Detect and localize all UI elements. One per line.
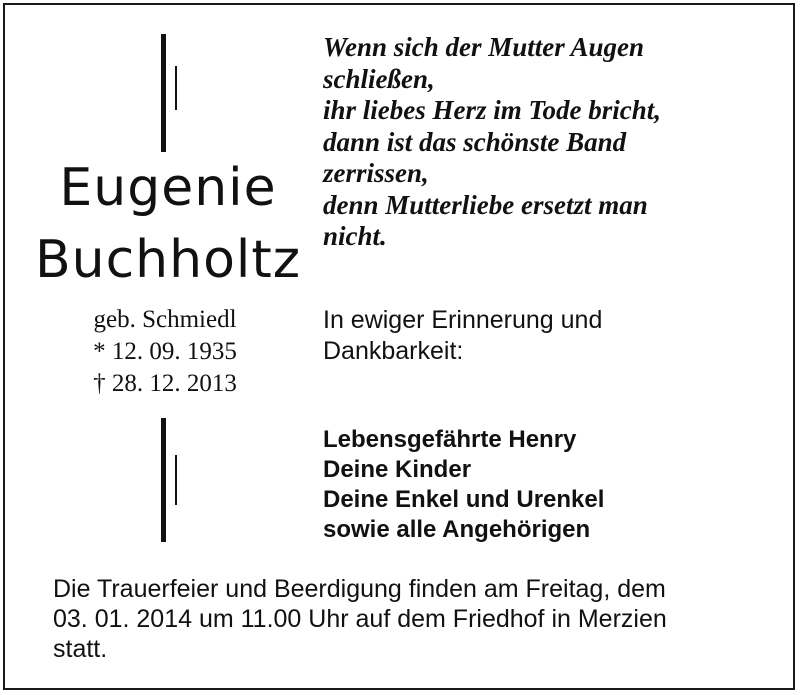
birth-date: * 12. 09. 1935 (93, 338, 237, 365)
decorative-bar-bottom-thin (175, 455, 177, 505)
funeral-line: statt. (53, 635, 108, 663)
funeral-line: 03. 01. 2014 um 11.00 Uhr auf dem Friedhof in Merzien (53, 605, 667, 633)
memory-line: Dankbarkeit: (323, 337, 464, 365)
decorative-bar-top-thick (161, 34, 166, 152)
deceased-first-name: Eugenie (59, 158, 277, 218)
mourner-line: sowie alle Angehörigen (323, 516, 591, 543)
poem-line: dann ist das schönste Band (323, 126, 627, 157)
mourner-line: Lebensgefährte Henry (323, 426, 577, 453)
memory-text (323, 305, 783, 367)
memory-line: In ewiger Erinnerung und (323, 306, 603, 334)
death-date: † 28. 12. 2013 (93, 370, 237, 397)
decorative-bar-top-thin (175, 66, 177, 110)
poem-line: schließen, (323, 63, 435, 94)
mourner-line: Deine Enkel und Urenkel (323, 486, 605, 513)
funeral-line: Die Trauerfeier und Beerdigung finden am Freitag, dem (53, 575, 666, 603)
poem-line: zerrissen, (323, 158, 429, 188)
maiden-name: geb. Schmiedl (93, 306, 237, 333)
deceased-last-name: Buchholtz (34, 230, 302, 290)
funeral-announcement (53, 574, 783, 664)
poem (323, 32, 783, 253)
poem-line: Wenn sich der Mutter Augen (323, 32, 645, 62)
poem-line: denn Mutterliebe ersetzt man (323, 189, 648, 220)
poem-line: ihr liebes Herz im Tode bricht, (323, 95, 662, 125)
life-dates-block (40, 304, 290, 400)
mourner-line: Deine Kinder (323, 456, 472, 483)
poem-line: nicht. (323, 221, 387, 251)
decorative-bar-bottom-thick (161, 418, 166, 542)
mourners-list (323, 425, 783, 545)
